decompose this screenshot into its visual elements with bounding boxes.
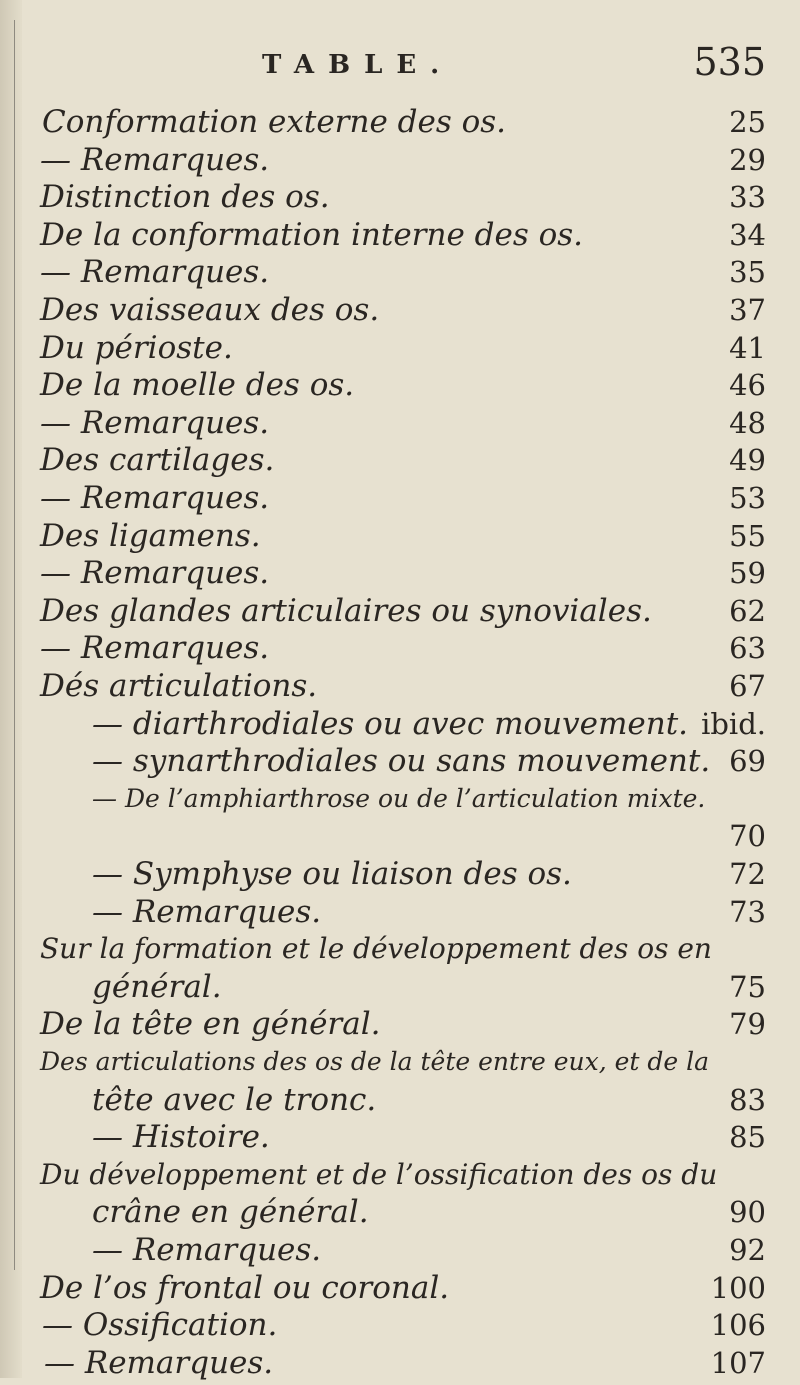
entry-page: ibid.: [701, 706, 766, 741]
entry-title: De la moelle des os.: [40, 367, 355, 404]
entry-title: — Remarques.: [92, 1232, 322, 1268]
entry-title: — Remarques.: [40, 141, 270, 178]
entry-title: Des glandes articulaires ou synoviales.: [40, 592, 652, 629]
entry-title: général.: [92, 968, 222, 1005]
entry-title: Du développement et de l’ossification des os du: [40, 1157, 718, 1191]
entry-title: — Remarques.: [40, 404, 270, 441]
entry-page: 85: [729, 1120, 766, 1155]
entry-page: 69: [729, 744, 766, 779]
entry-page: 107: [710, 1345, 766, 1380]
entry-page: 41: [729, 330, 766, 365]
entry-title: De l’os frontal ou coronal.: [40, 1269, 450, 1306]
entry-page: 63: [729, 631, 766, 666]
entry-title: Du périoste.: [40, 329, 233, 366]
entry-page: 53: [729, 481, 766, 515]
entry-page: 100: [710, 1270, 766, 1305]
page-title: TABLE.: [262, 50, 454, 80]
entry-page: 46: [729, 368, 766, 403]
entry-page: 83: [729, 1082, 766, 1117]
entry-title: — diarthrodiales ou avec mouvement.: [92, 705, 689, 742]
entry-title: — Ossification.: [42, 1307, 278, 1344]
entry-page: 73: [729, 894, 766, 929]
entry-title: Des articulations des os de la tête entre eux, et de la: [40, 1047, 710, 1076]
entry-page: 49: [729, 443, 766, 478]
entry-page: 35: [729, 255, 766, 290]
entry-page: 29: [729, 142, 766, 177]
entry-page: 70: [729, 819, 766, 854]
entry-title: — Remarques.: [40, 630, 270, 667]
toc-entry: [0, 1341, 800, 1385]
entry-title: — Remarques.: [92, 893, 322, 930]
entry-page: 37: [729, 293, 766, 327]
entry-title: — Remarques.: [44, 1344, 274, 1381]
entry-title: Des ligamens.: [40, 517, 261, 554]
entry-page: 75: [729, 969, 766, 1004]
entry-title: crâne en général.: [92, 1194, 369, 1231]
entry-title: Des vaisseaux des os.: [40, 292, 380, 328]
entry-page: 62: [729, 593, 766, 628]
entry-title: — Symphyse ou liaison des os.: [92, 856, 572, 892]
entry-page: 59: [729, 556, 766, 591]
entry-title: De la tête en général.: [40, 1006, 381, 1043]
entry-page: 48: [729, 405, 766, 440]
entry-title: Conformation externe des os.: [42, 104, 507, 140]
entry-page: 33: [729, 180, 766, 215]
entry-title: — Remarques.: [40, 480, 270, 516]
entry-page: 34: [729, 217, 766, 252]
entry-page: 55: [729, 518, 766, 553]
entry-page: 25: [729, 105, 766, 139]
entry-title: Dés articulations.: [40, 668, 318, 704]
entry-title: — Remarques.: [40, 555, 270, 592]
entry-title: — Histoire.: [92, 1119, 270, 1156]
entry-title: Distinction des os.: [40, 179, 330, 216]
entry-title: De la conformation interne des os.: [40, 216, 584, 253]
entry-page: 67: [729, 669, 766, 703]
entry-title: — Remarques.: [40, 254, 270, 291]
entry-page: 79: [729, 1007, 766, 1042]
entry-title: tête avec le tronc.: [92, 1081, 377, 1118]
entry-title: Sur la formation et le développement des os en: [40, 932, 712, 966]
page-number: 535: [693, 40, 766, 84]
entry-page: 90: [729, 1195, 766, 1230]
entry-page: 106: [710, 1308, 766, 1343]
entry-title: Des cartilages.: [40, 442, 275, 479]
entry-title: — synarthrodiales ou sans mouvement.: [92, 743, 711, 780]
entry-page: 92: [729, 1233, 766, 1267]
entry-page: 72: [729, 857, 766, 891]
entry-title: — De l’amphiarthrose ou de l’articulation mixte.: [92, 783, 706, 813]
